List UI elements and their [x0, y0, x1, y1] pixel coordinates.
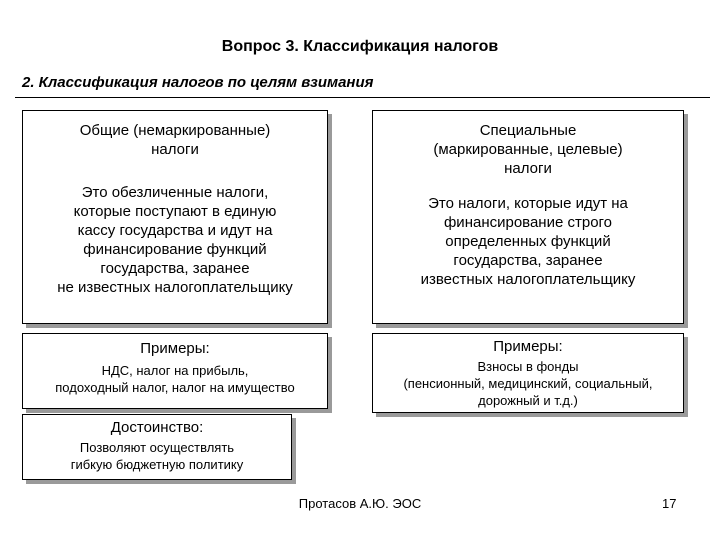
special-taxes-heading: Специальные (маркированные, целевые) налоги	[433, 122, 623, 177]
general-examples-box	[22, 333, 328, 409]
advantage-text: Позволяют осуществлять гибкую бюджетную политику	[70, 440, 244, 472]
page-number: 17	[662, 496, 677, 511]
general-examples-label: Примеры:	[140, 340, 210, 357]
slide-title: Вопрос 3. Классификация налогов	[221, 38, 499, 55]
special-examples-box	[372, 333, 684, 413]
divider	[15, 97, 710, 98]
general-examples-text: НДС, налог на прибыль, подоходный налог, налог на имущество	[55, 363, 295, 395]
general-taxes-heading: Общие (немаркированные) налоги	[79, 122, 271, 158]
advantage-box	[22, 414, 292, 480]
general-taxes-description: Это обезличенные налоги, которые поступают в единую кассу государства и идут на финансирование функций государства, заранее не известных налогоплательщику	[57, 184, 293, 296]
special-examples-label: Примеры:	[493, 338, 563, 355]
special-taxes-box	[372, 110, 684, 324]
advantage-label: Достоинство:	[110, 419, 204, 436]
footer-author: Протасов А.Ю. ЭОС	[298, 496, 422, 511]
slide-subtitle: 2. Классификация налогов по целям взимания	[22, 74, 374, 91]
special-examples-text: Взносы в фонды (пенсионный, медицинский, социальный, дорожный и т.д.)	[403, 359, 653, 408]
general-taxes-box	[22, 110, 328, 324]
special-taxes-description: Это налоги, которые идут на финансирование строго определенных функций государства, заранее известных налогоплательщику	[420, 195, 636, 288]
